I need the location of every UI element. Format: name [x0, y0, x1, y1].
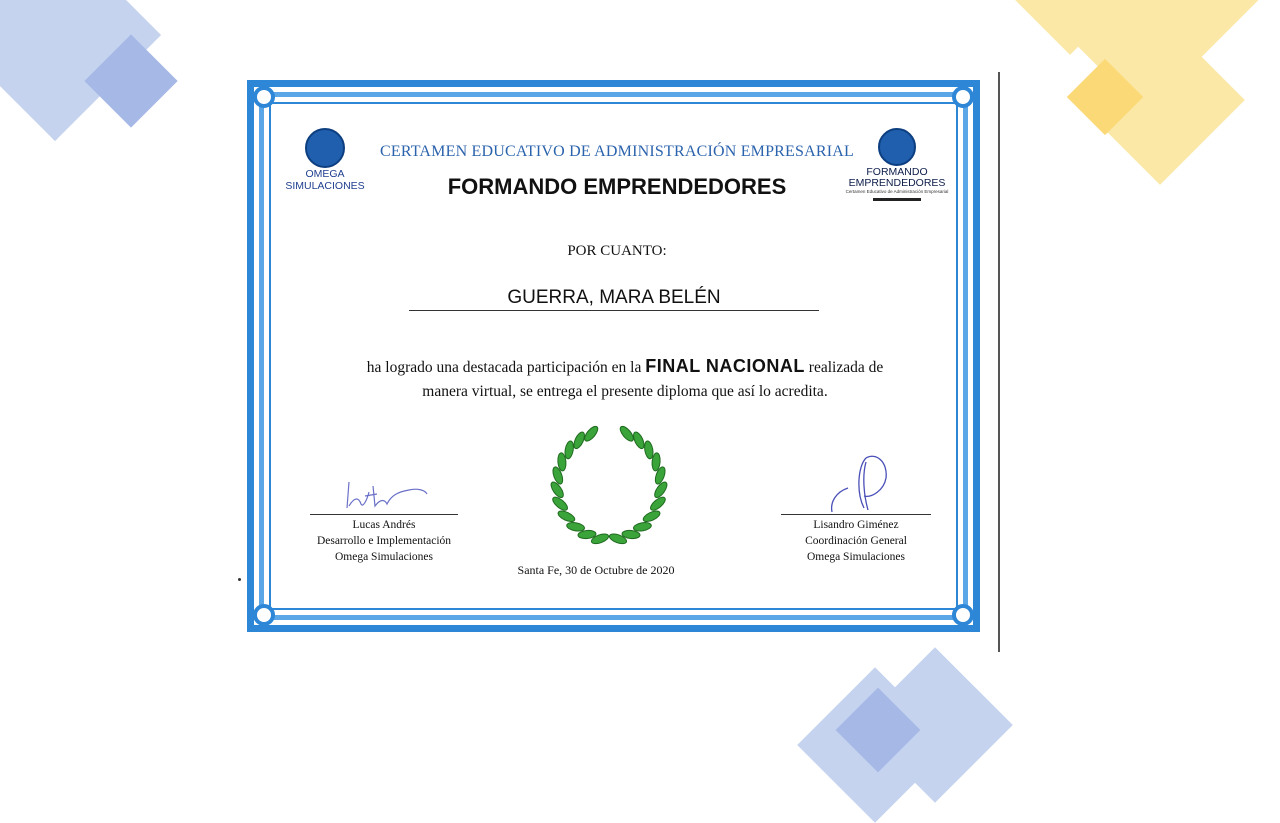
- formando-logo-subtitle: Certamen Educativo de Administración Empresarial: [845, 189, 949, 194]
- main-title: FORMANDO EMPRENDEDORES: [447, 174, 787, 199]
- omega-logo-line1: OMEGA: [305, 168, 345, 180]
- omega-logo: [275, 128, 375, 192]
- laurel-leaf: [633, 521, 652, 532]
- laurel-leaf: [618, 425, 636, 443]
- omega-emblem-icon: [305, 128, 345, 168]
- corner-ornament: [253, 604, 275, 626]
- recipient-underline: [409, 310, 819, 311]
- laurel-wreath-icon: [539, 425, 679, 553]
- laurel-leaf: [564, 440, 575, 459]
- signature-block-left: [309, 478, 459, 565]
- laurel-leaf: [643, 440, 654, 459]
- certificate: [247, 80, 980, 632]
- signature-line-left: [310, 514, 458, 515]
- laurel-leaf: [631, 430, 646, 450]
- signatory-right-org: Omega Simulaciones: [806, 551, 906, 563]
- issue-date: Santa Fe, 30 de Octubre de 2020: [517, 563, 675, 577]
- certificate-body: [325, 354, 925, 404]
- corner-ornament: [952, 604, 974, 626]
- signatory-left-org: Omega Simulaciones: [334, 551, 434, 563]
- recipient-name: GUERRA, MARA BELÉN: [507, 287, 721, 308]
- por-cuanto-label: POR CUANTO:: [567, 243, 667, 259]
- laurel-leaf: [642, 509, 662, 524]
- signature-scribble-left: [329, 478, 439, 514]
- signatory-left-role: Desarrollo e Implementación: [316, 535, 452, 547]
- body-line-1: [325, 354, 925, 380]
- body-line-2: manera virtual, se entrega el presente diploma que así lo acredita.: [422, 383, 828, 400]
- signature-line-right: [781, 514, 931, 515]
- scan-edge-line: [998, 72, 1000, 652]
- formando-logo-line1: FORMANDO: [866, 166, 928, 178]
- contest-title: CERTAMEN EDUCATIVO DE ADMINISTRACIÓN EMPRESARIAL: [379, 143, 855, 160]
- signature-scribble-right: [796, 452, 916, 514]
- body-highlight: FINAL NACIONAL: [645, 356, 805, 376]
- formando-logo-bar: [873, 198, 921, 201]
- corner-ornament: [952, 86, 974, 108]
- body-text-after: realizada de: [804, 359, 884, 376]
- laurel-leaf: [566, 521, 585, 532]
- signature-block-right: [781, 452, 931, 565]
- body-text-before: ha logrado una destacada participación en la: [366, 359, 646, 376]
- omega-logo-line2: SIMULACIONES: [285, 180, 365, 192]
- signatory-right-name: Lisandro Giménez: [813, 519, 899, 531]
- corner-ornament: [253, 86, 275, 108]
- laurel-leaf: [572, 430, 587, 450]
- laurel-leaf: [582, 425, 600, 443]
- formando-logo-line2: EMPRENDEDORES: [848, 177, 946, 189]
- laurel-leaf: [557, 509, 577, 524]
- signatory-left-name: Lucas Andrés: [352, 519, 416, 531]
- formando-emblem-icon: [878, 128, 916, 166]
- scan-speck: [238, 578, 241, 581]
- signatory-right-role: Coordinación General: [805, 535, 907, 547]
